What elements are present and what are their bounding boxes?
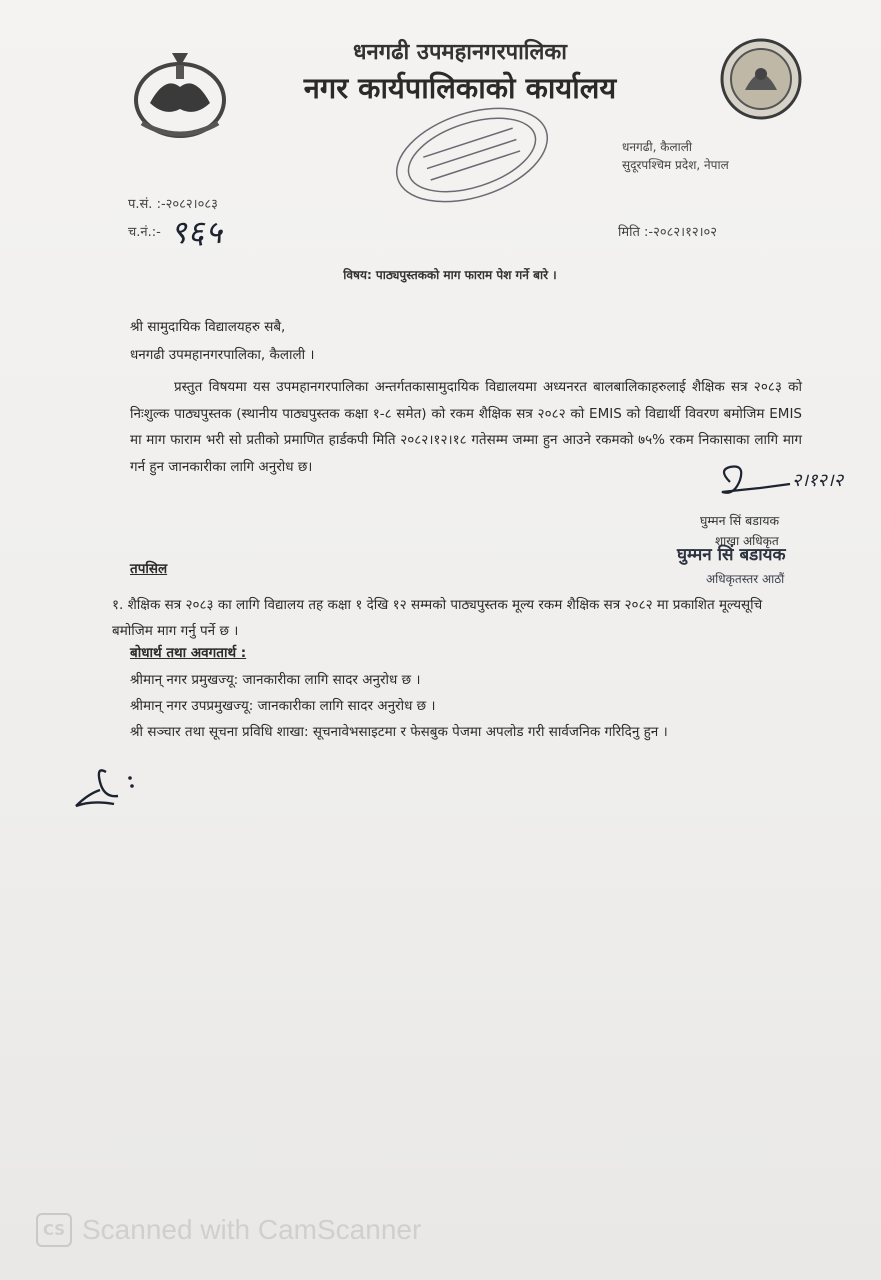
recipient-line2: धनगढी उपमहानगरपालिका, कैलाली । <box>130 347 315 363</box>
cc-line-it-section: श्री सञ्चार तथा सूचना प्रविधि शाखा: सूचनावेभसाइटमा र फेसबुक पेजमा अपलोड गरी सार्वजनिक गरिदिनु हुन । <box>130 724 668 740</box>
municipality-logo-icon <box>720 38 802 120</box>
letter-date: मिति :-२०८२।१२।०२ <box>618 225 718 240</box>
signature-date: २।१२।२ <box>792 470 844 491</box>
camscanner-text: Scanned with CamScanner <box>82 1214 422 1245</box>
office-name: नगर कार्यपालिकाको कार्यालय <box>303 71 617 105</box>
name-stamp: घुम्मन सिं बडायक <box>677 545 786 565</box>
letter-body: प्रस्तुत विषयमा यस उपमहानगरपालिका अन्तर्गतकासामुदायिक विद्यालयमा अध्यनरत बालबालिकाहरुलाई शैक्षिक सत्र २०८३ को निःशुल्क पाठ्यपुस्तक (स्थानीय पाठ्यपुस्तक कक्षा १-८ समेत) को रकम शैक्षिक सत्र २०८२ को EMIS को विद्यार्थी विवरण बमोजिम EMIS मा माग फाराम भरी सो प्रतीको प्रमाणित हार्डकपी मिति २०८२।१२।१८ गतेसम्म जम्मा हुन आउने रकमको ७५% रकम निकासाका लागि माग गर्न हुन जानकारीका लागि अनुरोध छ। <box>130 379 802 475</box>
address-city: धनगढी, कैलाली <box>622 140 692 154</box>
nepal-emblem-icon <box>130 45 230 140</box>
letter-ref-ps: प.सं. :-२०८२।०८३ <box>128 197 218 212</box>
cc-line-mayor: श्रीमान् नगर प्रमुखज्यू: जानकारीका लागि सादर अनुरोध छ । <box>130 672 421 688</box>
camscanner-watermark <box>36 1210 421 1250</box>
details-item-1: १. शैक्षिक सत्र २०८३ का लागि विद्यालय तह कक्षा १ देखि १२ सम्मको पाठ्यपुस्तक मूल्य रकम शैक्षिक सत्र २०८२ मा प्रकाशित मूल्यसूचि बमोजिम माग गर्नु पर्ने छ । <box>112 597 763 639</box>
details-heading: तपसिल <box>130 561 168 577</box>
dispatch-number-label: च.नं.:- <box>128 225 161 240</box>
dispatch-number-handwritten: ९६५ <box>170 213 223 251</box>
cc-heading: बोधार्थ तथा अवगतार्थ : <box>130 645 247 661</box>
letter-subject: विषय: पाठ्यपुस्तकको माग फाराम पेश गर्ने बारे । <box>343 268 557 282</box>
cc-line-deputy-mayor: श्रीमान् नगर उपप्रमुखज्यू: जानकारीका लागि सादर अनुरोध छ । <box>130 698 436 714</box>
signatory-name: घुम्मन सिं बडायक <box>700 513 780 528</box>
address-province: सुदूरपश्चिम प्रदेश, नेपाल <box>622 158 729 172</box>
recipient-line1: श्री सामुदायिक विद्यालयहरु सबै, <box>130 319 286 335</box>
office-stamp-icon <box>385 100 560 210</box>
rank-stamp: अधिकृतस्तर आठौं <box>706 572 785 586</box>
signatory-role: शाखा अधिकृत <box>715 534 779 548</box>
initial-scribble-icon <box>70 760 150 815</box>
municipality-name: धनगढी उपमहानगरपालिका <box>353 40 567 65</box>
camscanner-logo-icon: CS <box>36 1213 72 1247</box>
